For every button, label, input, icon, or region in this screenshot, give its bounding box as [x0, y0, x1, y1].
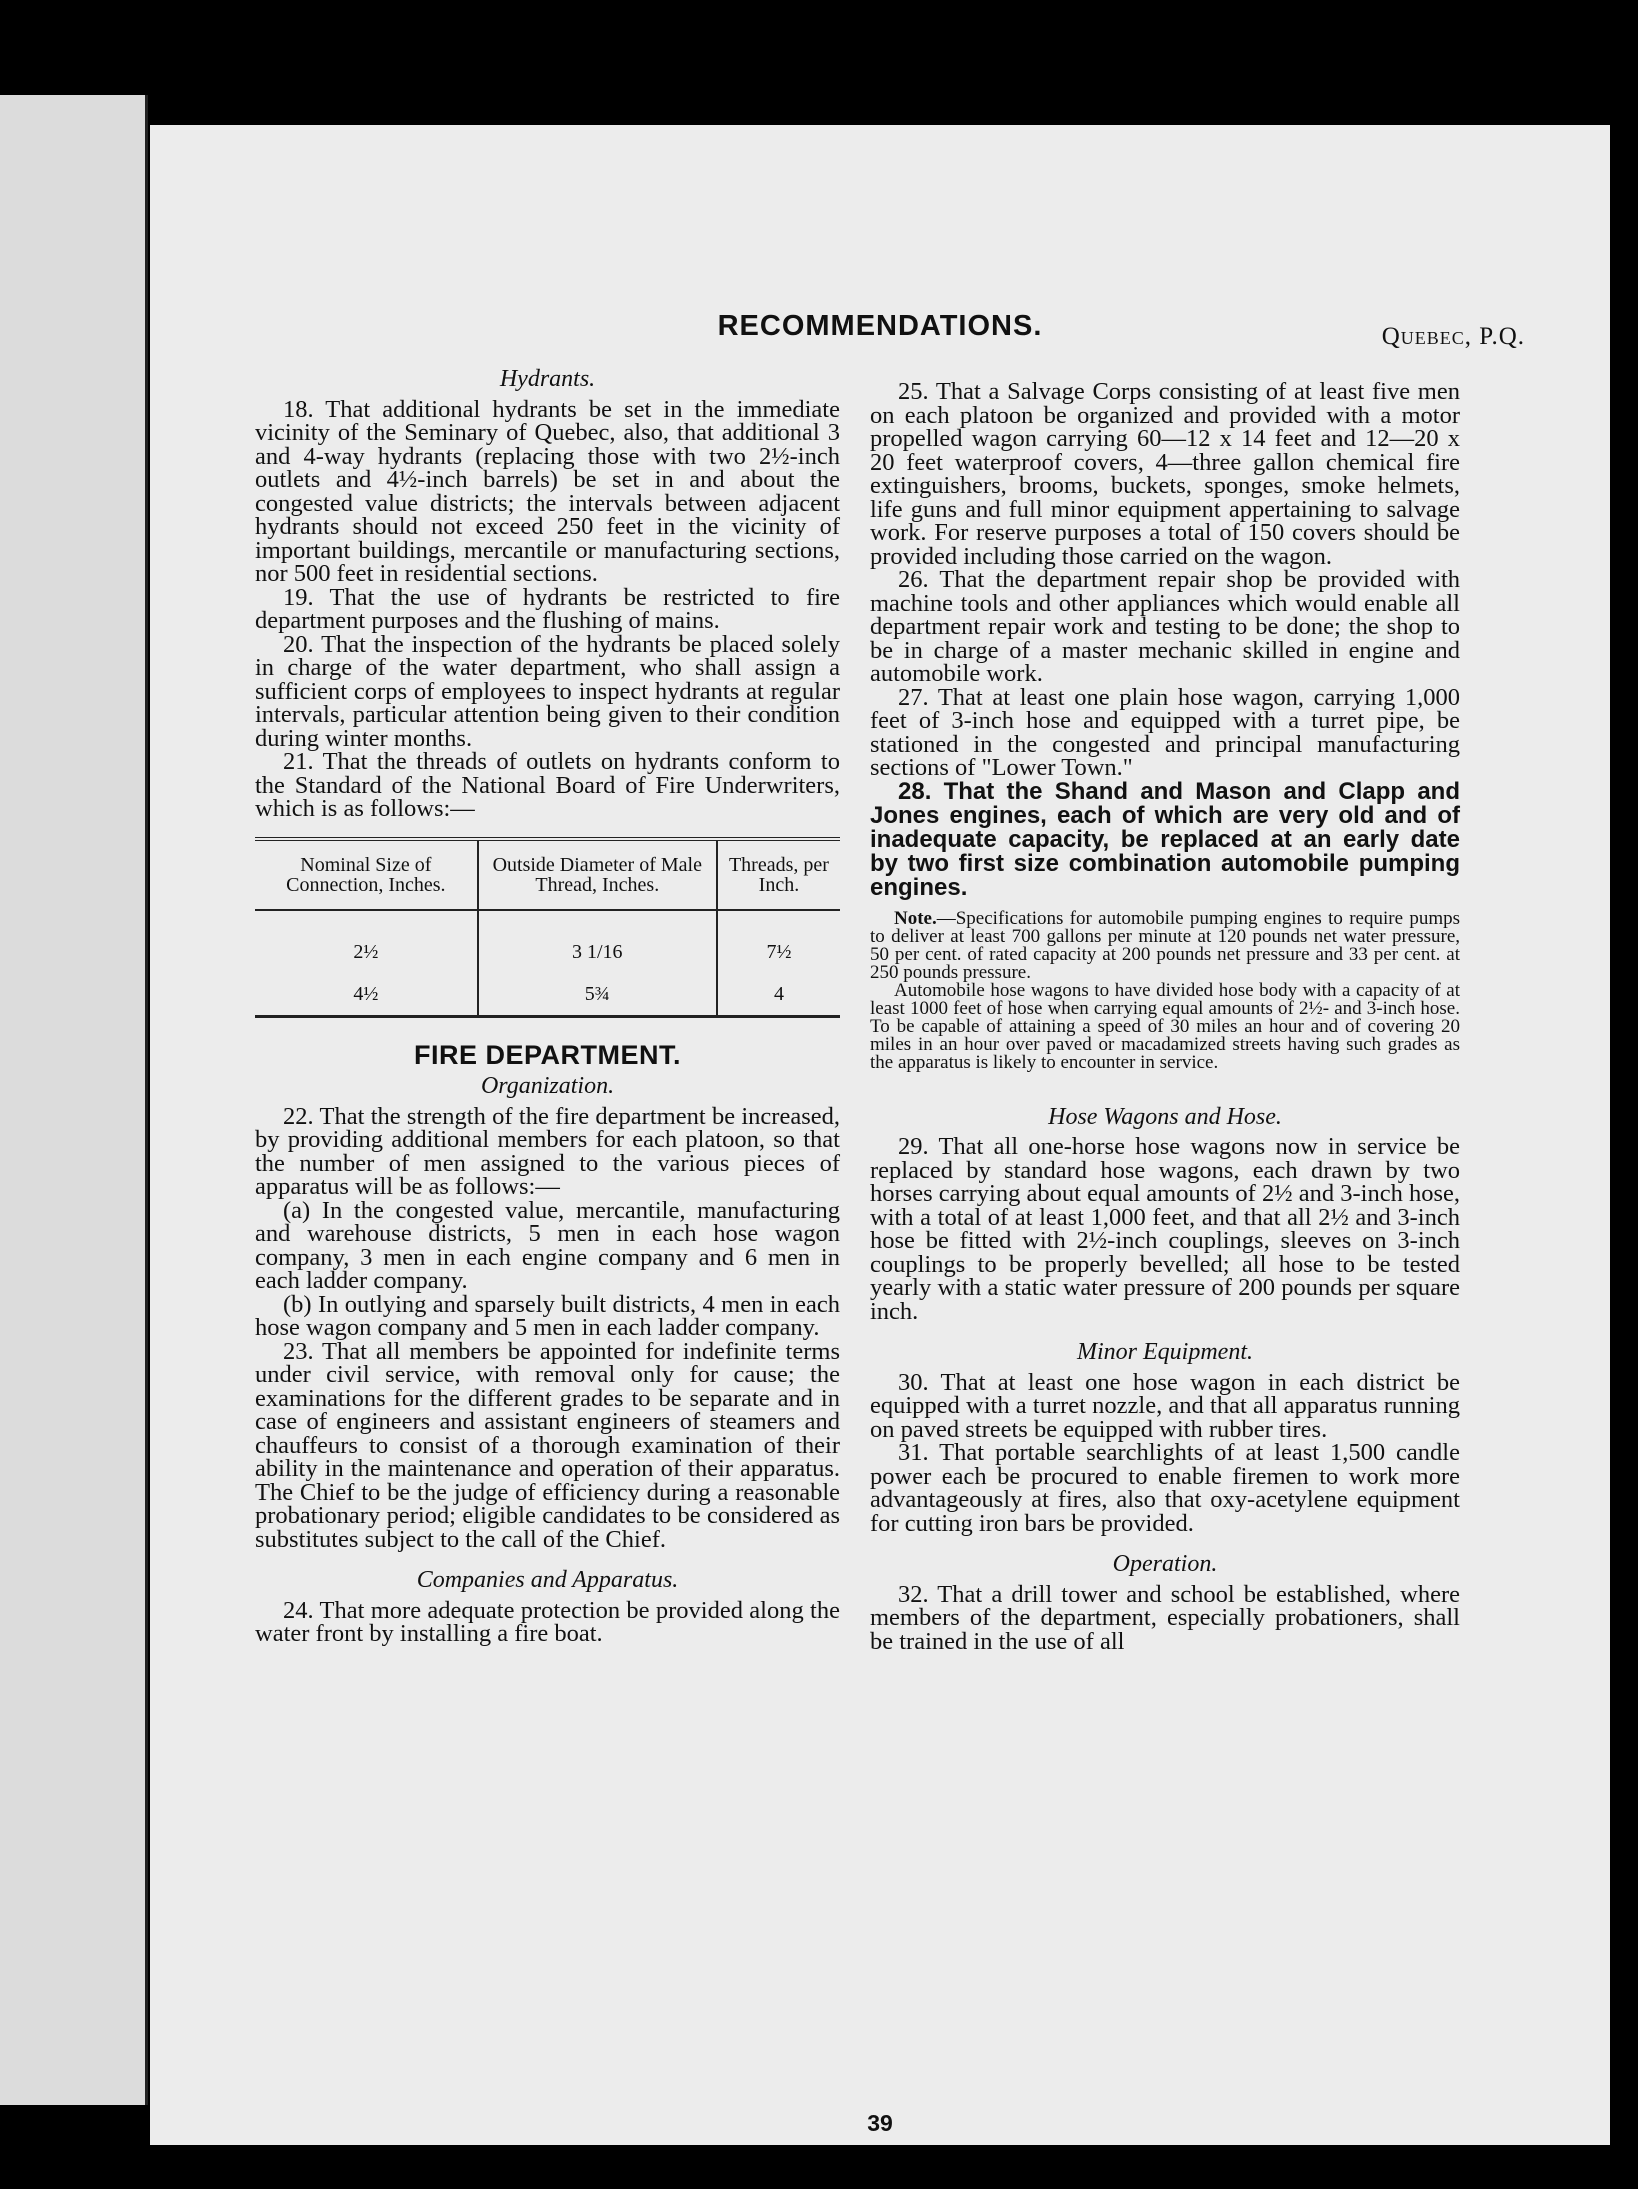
companies-heading: Companies and Apparatus. — [416, 1567, 679, 1593]
adjacent-page-edge — [0, 95, 148, 2105]
specifications-note — [870, 907, 1460, 1073]
fire-department-heading: FIRE DEPARTMENT. — [413, 1039, 681, 1070]
paragraph-32: 32. That a drill tower and school be established, where members of the department, especially probationers, shall be trained in the use of all — [870, 1580, 1460, 1655]
left-column — [255, 360, 840, 1646]
document-page — [150, 125, 1610, 2145]
paragraph-22a: (a) In the congested value, mercantile, manufacturing and warehouse districts, 5 men in each hose wagon company, 3 men in each engine company and 6 men in each ladder company. — [255, 1196, 840, 1294]
table-cell: 3 1/16 — [478, 910, 717, 973]
paragraph-27: 27. That at least one plain hose wagon, carrying 1,000 feet of 3-inch hose and equipped with a turret pipe, be stationed in the congested and principal manufacturing sections of "Lower Town." — [870, 683, 1460, 781]
paragraph-21: 21. That the threads of outlets on hydrants conform to the Standard of the National Board of Fire Underwriters, which is as follows:— — [255, 748, 840, 822]
table-cell: 7½ — [717, 910, 840, 973]
organization-heading: Organization. — [480, 1073, 615, 1099]
table-row — [255, 910, 840, 973]
table-row — [255, 973, 840, 1017]
table-cell: 4½ — [353, 982, 379, 1005]
right-column — [870, 360, 1460, 1653]
minor-equipment-heading: Minor Equipment. — [1077, 1339, 1253, 1365]
table-header-cell: Threads, per Inch. — [717, 839, 840, 910]
paragraph-24: 24. That more adequate protection be provided along the water front by installing a fire boat. — [255, 1596, 840, 1647]
paragraph-25: 25. That a Salvage Corps consisting of at least five men on each platoon be organized and provided with a motor propelled wagon carrying 60—12 x 14 feet and 12—20 x 20 feet waterproof covers, 4—three gallon chemical fire extinguishers, brooms, buckets, sponges, smoke helmets, life guns and full minor equipment appertaining to salvage work. For reserve purposes a total of 150 covers should be provided including those carried on the wagon. — [870, 378, 1460, 570]
table-cell: 2½ — [353, 940, 379, 963]
table-cell: 4 — [717, 973, 840, 1017]
place-heading: Quebec, P.Q. — [1381, 323, 1525, 350]
paragraph-20: 20. That the inspection of the hydrants be placed solely in charge of the water department, who shall assign a sufficient corps of employees to inspect hydrants at regular intervals, particular attention being given to their condition during winter months. — [255, 630, 840, 752]
paragraph-28: 28. That the Shand and Mason and Clapp and Jones engines, each of which are very old and of inadequate capacity, be replaced at an early date by two first size combination automobile pumping engines. — [870, 777, 1460, 901]
running-head: RECOMMENDATIONS. — [717, 310, 1043, 342]
paragraph-31: 31. That portable searchlights of at least 1,500 candle power each be procured to enable firemen to work more advantageously at fires, also that oxy-acetylene equipment for cutting iron bars be provided. — [870, 1439, 1460, 1537]
page-number: 39 — [867, 2110, 893, 2136]
paragraph-22b: (b) In outlying and sparsely built districts, 4 men in each hose wagon company and 5 men in each ladder company. — [255, 1290, 840, 1341]
note-label: Note. — [894, 907, 937, 929]
paragraph-30: 30. That at least one hose wagon in each district be equipped with a turret nozzle, and that all apparatus running on paved streets be equipped with rubber tires. — [870, 1368, 1460, 1443]
paragraph-26: 26. That the department repair shop be provided with machine tools and other appliances which would enable all department repair work and testing to be done; the shop to be in charge of a master mechanic skilled in engine and automobile work. — [870, 566, 1460, 687]
table-cell: 5¾ — [478, 973, 717, 1017]
hydrants-heading: Hydrants. — [499, 366, 596, 392]
hose-wagons-heading: Hose Wagons and Hose. — [1048, 1103, 1282, 1130]
paragraph-23: 23. That all members be appointed for indefinite terms under civil service, with removal only for cause; the examinations for the different grades to be separate and in case of engineers and assistant engineers of steamers and chauffeurs to consist of a thorough examination of their ability in the maintenance and operation of their apparatus. The Chief to be the judge of efficiency during a reasonable probationary period; eligible candidates to be considered as substitutes subject to the call of the Chief. — [255, 1337, 840, 1553]
paragraph-18: 18. That additional hydrants be set in the immediate vicinity of the Seminary of Quebec, also, that additional 3 and 4-way hydrants (replacing those with two 2½-inch outlets and 4½-inch barrels) be set in and about the congested value districts; the intervals between adjacent hydrants should not exceed 250 feet in the vicinity of important buildings, mercantile or manufacturing sections, nor 500 feet in residential sections. — [255, 395, 840, 587]
table-header-row — [255, 839, 840, 910]
table-header-cell: Nominal Size of Connection, Inches. — [255, 839, 478, 910]
paragraph-22: 22. That the strength of the fire department be increased, by providing additional members for each platoon, so that the number of men assigned to the various pieces of apparatus will be as follows:— — [255, 1102, 840, 1200]
note-hose-wagons: Automobile hose wagons to have divided hose body with a capacity of at least 1000 feet of hose when carrying equal amounts of 2½- and 3-inch hose. To be capable of attaining a speed of 30 miles an hour and of covering 20 miles in an hour over paved or macadamized streets having such grades as the apparatus is likely to encounter in service. — [870, 979, 1460, 1073]
table-header-cell: Outside Diameter of Male Thread, Inches. — [478, 839, 717, 910]
note-text: —Specifications for automobile pumping engines to require pumps to deliver at least 700 gallons per minute at 120 pounds net water pressure, 50 per cent. of rated capacity at 200 pounds net pressure and 33 per cent. at 250 pounds pressure. — [870, 907, 1460, 983]
operation-heading: Operation. — [1112, 1551, 1218, 1577]
paragraph-19: 19. That the use of hydrants be restricted to fire department purposes and the flushing of mains. — [255, 583, 840, 634]
thread-standard-table — [255, 837, 840, 1018]
paragraph-29: 29. That all one-horse hose wagons now in service be replaced by standard hose wagons, each drawn by two horses carrying about equal amounts of 2½ and 3-inch hose, with a total of at least 1,000 feet, and that all 2½ and 3-inch hose be fitted with 2½-inch couplings, sleeves on 3-inch couplings to be properly bevelled; all hose to be tested yearly with a static water pressure of 200 pounds per square inch. — [870, 1133, 1460, 1325]
